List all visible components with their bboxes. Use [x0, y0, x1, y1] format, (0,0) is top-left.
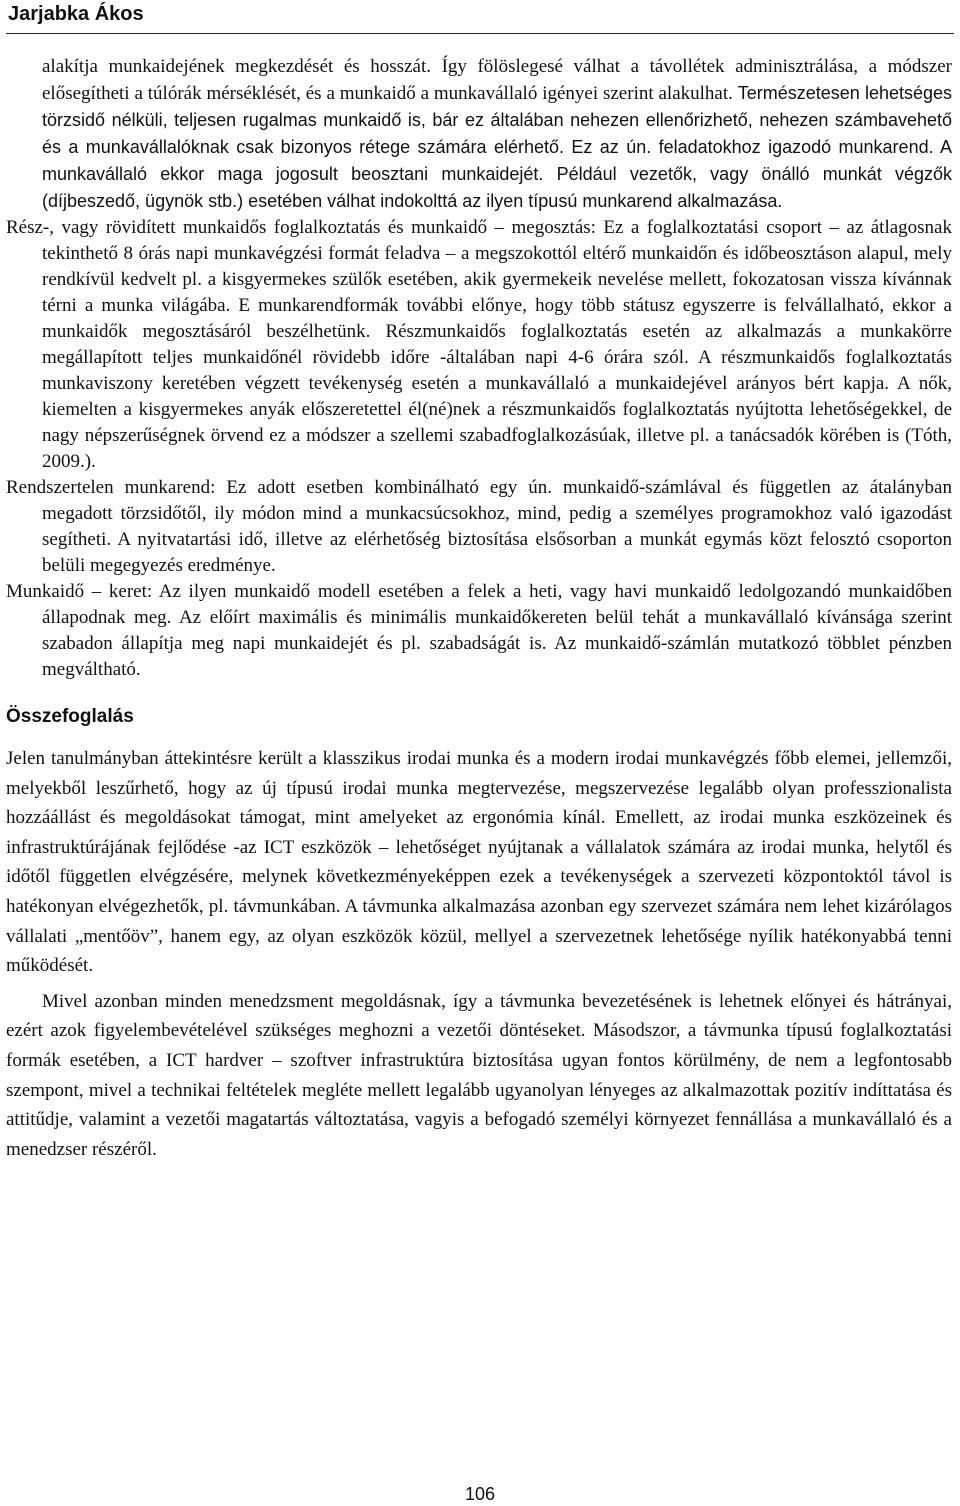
summary-paragraph-2: Mivel azonban minden menedzsment megoldásnak, így a távmunka bevezetésének is lehetnek előnyei és hátrányai, ezért azok figyelembevételével szükséges meghozni a vezetői döntéseket. Másodszor, a távmunka típusú foglalkoztatási formák esetében, a ICT hardver – szoftver infrastruktúra biztosítása ugyan fontos körülmény, de nem a legfontosabb szempont, mivel a technikai feltételek megléte mellett legalább ugyanolyan lényeges az alkalmazottak pozitív indíttatása és attitűdje, valamint a vezetői magatartás változtatása, vagyis a befogadó személyi környezet fennállása a munkavállaló és a menedzser részéről. [6, 990, 952, 1160]
paragraph-flexible-hours [6, 54, 952, 215]
page-body [6, 54, 952, 1164]
header-rule [6, 33, 954, 34]
running-head-author: Jarjabka Ákos [8, 3, 144, 25]
paragraph-part-time: Rész-, vagy rövidített munkaidős foglalkoztatás és munkaidő – megosztás: Ez a foglalkoztatási csoport – az átlagosnak tekinthető 8 órás napi munkavégzési formát feladva – a megszokottól eltérő munkaidőn és időbeosztáson alapul, mely rendkívül kedvelt pl. a kisgyermekes szülők esetében, akik gyermekeik nevelése mellett, fokozatosan vissza kívánnak térni a munka világába. E munkarendformák további előnye, hogy több státusz egyszerre is felvállalható, ekkor a munkaidők megosztásáról beszélhetünk. Részmunkaidős foglalkoztatás esetén az alkalmazás a munkakörre megállapított teljes munkaidőnél rövidebb időre -általában napi 4-6 órára szól. A részmunkaidős foglalkoztatás munkaviszony keretében végzett tevékenység esetén a munkavállaló a munkaidejével arányos bért kapja. A nők, kiemelten a kisgyermekes anyák előszeretettel él(né)nek a részmunkaidős foglalkoztatás nyújtotta lehetőségekkel, de nagy népszerűségnek örvend ez a módszer a szellemi szabadfoglalkozásúak, illetve pl. a tanácsadók körében is (Tóth, 2009.). [6, 217, 952, 472]
page-number: 106 [464, 1484, 496, 1504]
page-header [0, 0, 960, 36]
paragraph-working-time-frame: Munkaidő – keret: Az ilyen munkaidő modell esetében a felek a heti, vagy havi munkaidő ledolgozandó munkaidőben állapodnak meg. Az előírt maximális és minimális munkaidőkereten belül tehát a munkavállaló kívánsága szerint szabadon állapítja meg napi munkaidejét és pl. szabadságát is. Az munkaidő-számlán mutatkozó többlet pénzben megváltható. [6, 581, 952, 680]
paragraph-flexible-hours-sans: Természetesen lehetséges törzsidő nélküli, teljesen rugalmas munkaidő is, bár ez általában nehezen ellenőrizhető, nehezen számbavehető és a munkavállalóknak csak bizonyos rétege számára elérhető. Ez az ún. feladatokhoz igazodó munkarend. A munkavállaló ekkor maga jogosult beosztani munkaidejét. Például vezetők, vagy önálló munkát végzők (díjbeszedő, ügynök stb.) esetében válhat indokolttá az ilyen típusú munkarend alkalmazása. [42, 83, 953, 211]
paragraph-flexible-hours-serif: alakítja munkaidejének megkezdését és hosszát. Így fölöslegesé válhat a távollétek adminisztrálása, a módszer elősegítheti a túlórák mérséklését, és a munkaidő a munkavállaló igényei szerint alakulhat. [42, 56, 952, 104]
summary-paragraph-1: Jelen tanulmányban áttekintésre került a klasszikus irodai munka és a modern irodai munkavégzés főbb elemei, jellemzői, melyekből leszűrhető, hogy az új típusú irodai munka megtervezése, megszervezése legalább olyan professzionalista hozzáállást és megoldásokat támogat, mint amelyeket az ergonómia kínál. Emellett, az irodai munka eszközeinek és infrastruktúrájának fejlődése -az ICT eszközök – lehetőséget nyújtanak a vállalatok számára az irodai munka, helytől és időtől független elvégzésére, melynek következményeképpen ezek a tevékenységek a szervezeti központoktól távol is hatékonyan elvégezhetők, pl. távmunkában. A távmunka alkalmazása azonban egy szervezet számára nem lehet kizárólagos vállalati „mentőöv”, hanem egy, az olyan eszközök közül, mellyel a szervezetnek lehetősége nyílik hatékonyabbá tenni működését. [6, 748, 952, 977]
paragraph-irregular-schedule: Rendszertelen munkarend: Ez adott esetben kombinálható egy ún. munkaidő-számlával és független az átalányban megadott törzsidőtől, ily módon mind a munkacsúcsokhoz, mind, pedig a személyes programokhoz való igazodást segítheti. A nyitvatartási idő, illetve az elérhetőség biztosítása elsősorban a munkát egymás közt felosztó csoporton belüli megegyezés eredménye. [6, 477, 952, 576]
section-heading-summary: Összefoglalás [6, 706, 134, 727]
